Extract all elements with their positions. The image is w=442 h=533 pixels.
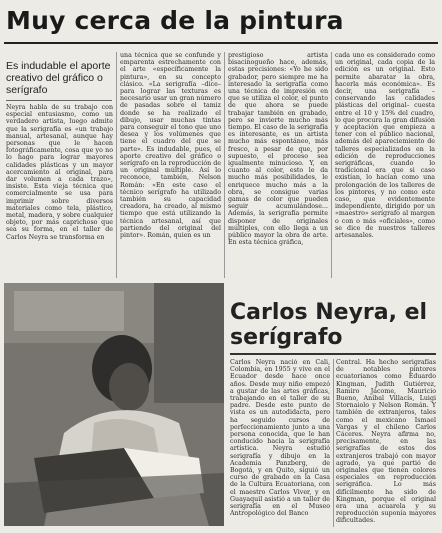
column-rule	[333, 359, 334, 527]
profile-column-1: Carlos Neyra nació en Cali, Colombia, en 1955 y vive en el Ecuador desde hace once años. Desde muy niño empezó a gustar de las artes gráficas, trabajando en el taller de su padre. Desde este punto de vista es un autodidacta, pero ha seguido cursos de perfeccionamiento junto a una persona conocida, que le han conducido hacia la serigrafía artística. Neyra estudió serigrafía y dibujo en la Academia Panzberg, de Bogotá, y en Quito, siguió un curso de grabado en la Casa de la Cultura Ecuatoriana, con el maestro Carlos Viver, y en Guayaquil asistió a un taller de serigrafía en el Museo Antropológico del Banco	[230, 359, 330, 518]
profile-title: Carlos Neyra, el serígrafo	[230, 300, 428, 350]
deck-rule	[6, 100, 112, 101]
article-column-3: prestigioso artista bisacinogueño hace, además, estas precisiones: «Yo he sido grabador, pero siempre me ha interesado la serigrafía como una técnica de impresión en que se utiliza el color, el punto de que ahora se puede trabajar también en grabado, pero se invierte mucho más tiempo. El caso de la serigrafía es interesante, es un artista mucho más espontáneo, más fresco, a pesar de que, por supuesto, el proceso sea igualmente minucioso. Y, en cuanto al color, esto le da mucho más posibilidades, le enriquece mucho más a la obra, se consigue varias gamas de color que pueden seguir acumulándose... Además, la serigrafía permite disponer de originales múltiples, con ello llega a un público mayor la obra de arte. En esta técnica gráfica,	[228, 52, 328, 247]
profile-column-2: Central. Ha hecho serigrafías de notables pintores ecuatorianos como Eduardo Kingman, Judith Gutiérrez, Ramiro Jácome, Mauricio Bueno, Aníbal Villacís, Luigi Stornaiolo y Nelson Román. Y también de extranjeros, tales como el mexicano Ismael Vargas y el chileno Carlos Cáceres. Neyra afirma no, precisamente, en las serigrafías de estos dos extranjeros trabajó con mayor agrado, ya que partió de originales que tienen colores especiales en reproducción serigráfica. Lo más difícilmente ha sido de Kingman, porque el original era una acuarela y su reproducción suponía mayores dificultades.	[336, 359, 436, 525]
article-column-1: Neyra habla de su trabajo con especial entusiasmo, como un verdadero artista, luego admite que la serigrafía es «un trabajo manual, artesanal, aunque hay personas que le hacen fotográficamente, cosa que yo no lo hago para lograr mayores calidades plásticas y un mayor acercamiento al original, para dar volumen a cada trazo», insiste. Esta vieja técnica que comercialmente se usa para imprimir sobre diversos materiales como tela, plástico, metal, madera, y sobre cualquier objeto, por más caprichoso que sea su forma, en el taller de Carlos Neyra se transforma en	[6, 104, 113, 241]
column-rule	[116, 52, 117, 278]
headline-rule	[4, 42, 438, 44]
deck-subheading: Es indudable el aporte creativo del gráfico o serígrafo	[6, 60, 111, 96]
title-rule	[230, 353, 436, 355]
artist-photo-image	[4, 283, 224, 526]
headline: Muy cerca de la pintura	[6, 6, 344, 35]
artist-photo	[4, 283, 224, 526]
column-rule	[331, 52, 332, 278]
article-column-4: cada uno es considerado como un original, cada copia de la edición es un original. Esto permite abaratar la obra, hacerla más económica». Es decir, una serigrafía –conservando las calidades plásticas del original– cuesta entre el 10 y 15% del cuadro, lo que procura la gran difusión y aceptación que empieza a tener con el público nacional, además del apareciemiento de talleres especializados en la edición de reproducciones serigráficas, cuando lo tradicional era que si caso existían, lo hacían como una prolongación de los talleres de los pintores, y no como este caso, que evidentemente independiente, dirigido por un «maestro» serígrafo al margen o con o más «oficiales», como se dice de nuestros talleres artesanales.	[335, 52, 435, 240]
article-column-2: una técnica que se confunde y emparenta estrechamente con el arte «específicamente la pintura», en su concepto clásico. «La serigrafía –dice– para lograr las texturas es necesario usar un gran número de pasadas sobre el tamiz donde se ha realizado el dibujo, usar muchas tintas para conseguir el tono que uno desea y los volúmenes que tiene el cuadro del que se parte». Es indudable, pues, el aporte creativo del gráfico o serígrafo en la reproducción de un original múltiple. Así lo reconoce, también, Nelson Román: «En este caso el técnico serígrafo ha utilizado también su capacidad creadora, ha creado, al mismo tiempo que está utilizando la técnica artesanal, así que partiendo del original del pintor». Román, quien es un	[120, 52, 221, 240]
column-rule	[224, 52, 225, 278]
